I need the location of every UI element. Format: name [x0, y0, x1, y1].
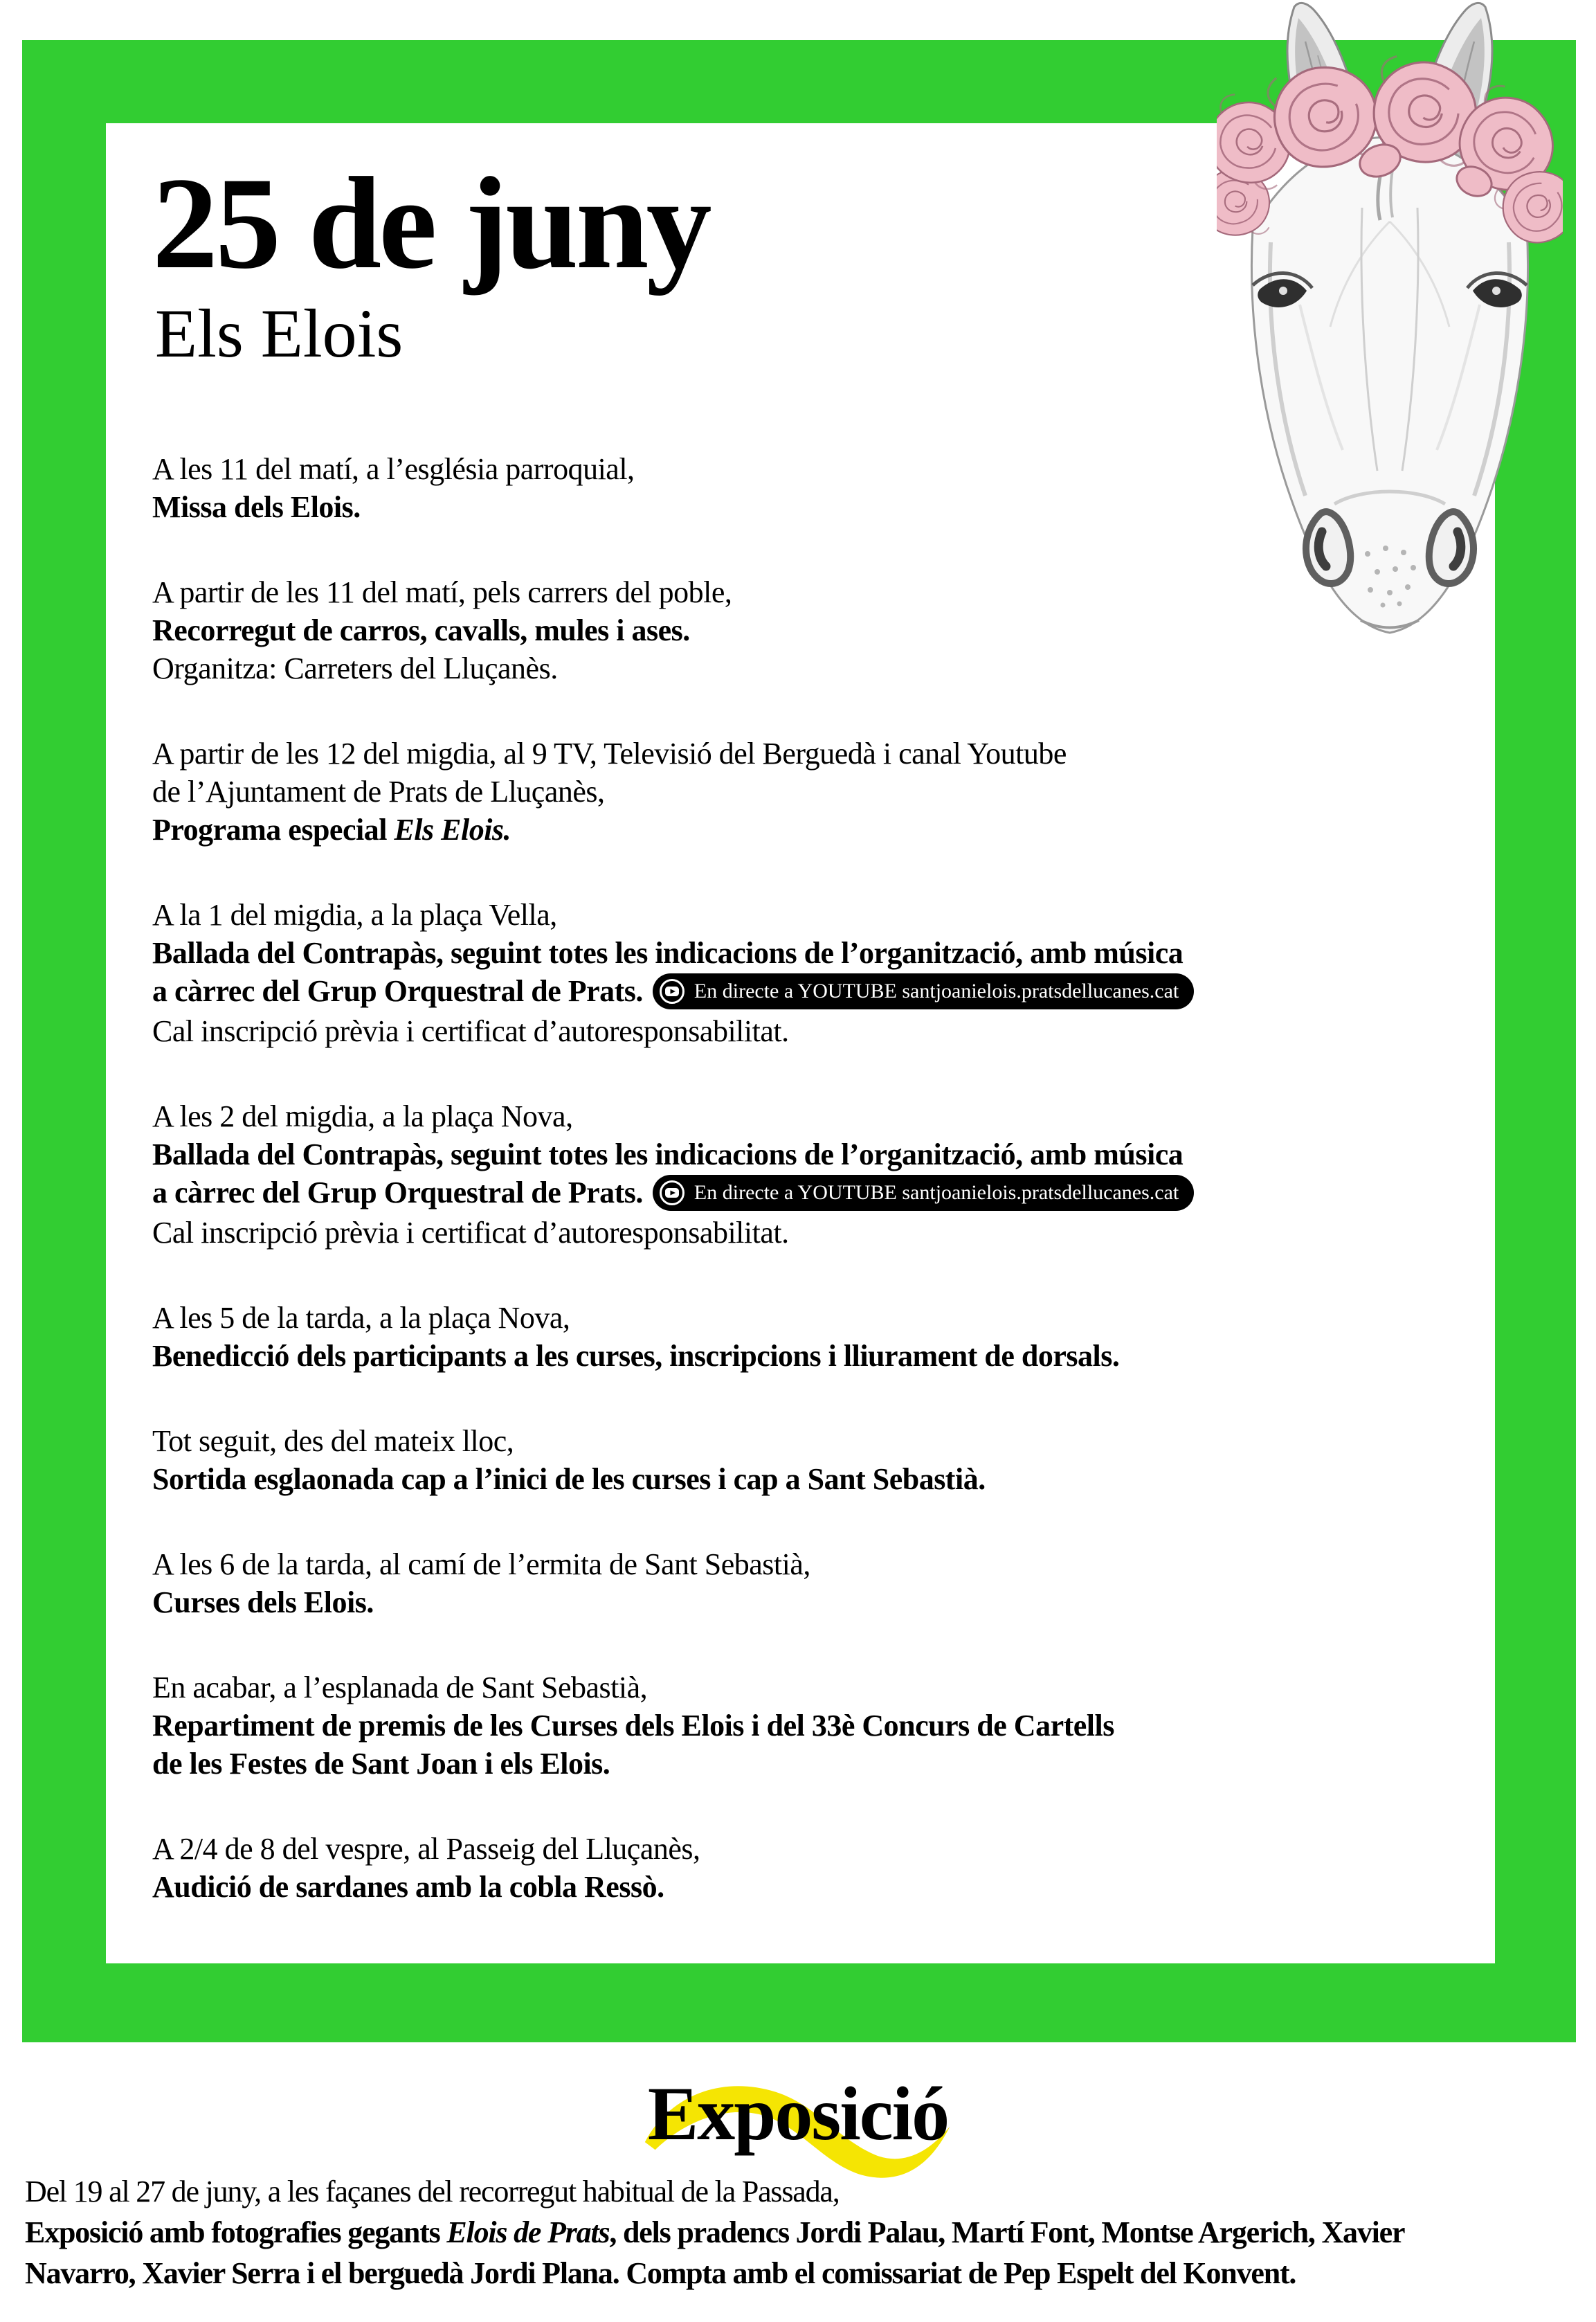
- text-line: [152, 811, 1467, 849]
- text-segment: Navarro, Xavier Serra i el berguedà Jordi Plana. Compta amb el comissariat de Pep Espelt del Konvent.: [25, 2256, 1296, 2290]
- schedule-item: [152, 1097, 1467, 1252]
- text-segment: Elois de Prats: [446, 2215, 610, 2249]
- text-line: [152, 1012, 1467, 1050]
- text-line: [152, 735, 1467, 773]
- schedule-item: [152, 896, 1467, 1050]
- text-segment: Cal inscripció prèvia i certificat d’autoresponsabilitat.: [152, 1014, 789, 1048]
- text-segment: A partir de les 11 del matí, pels carrers del poble,: [152, 575, 732, 609]
- schedule-item: [152, 735, 1467, 849]
- text-line: [152, 1337, 1467, 1375]
- schedule-item: [152, 1668, 1467, 1783]
- text-line: [152, 1460, 1467, 1498]
- text-line: [25, 2212, 1582, 2253]
- text-segment: Benedicció dels participants a les curses, inscripcions i lliurament de dorsals.: [152, 1338, 1120, 1373]
- text-line: [152, 1830, 1467, 1868]
- page-title: 25 de juny: [152, 151, 709, 296]
- text-line: [152, 1745, 1467, 1783]
- text-segment: de l’Ajuntament de Prats de Lluçanès,: [152, 775, 605, 809]
- text-segment: Del 19 al 27 de juny, a les façanes del recorregut habitual de la Passada,: [25, 2175, 840, 2208]
- schedule-item: [152, 1422, 1467, 1498]
- text-segment: a càrrec del Grup Orquestral de Prats.: [152, 1175, 643, 1209]
- text-segment: Sortida esglaonada cap a l’inici de les curses i cap a Sant Sebastià.: [152, 1461, 986, 1496]
- text-line: [152, 1173, 1467, 1214]
- text-line: [152, 934, 1467, 972]
- text-line: [152, 1545, 1467, 1583]
- youtube-play-icon: [658, 978, 686, 1005]
- text-segment: Els Elois.: [394, 813, 511, 847]
- youtube-badge-label: En directe a YOUTUBE santjoanielois.pratsdellucanes.cat: [693, 1181, 1179, 1205]
- text-line: [152, 1868, 1467, 1906]
- text-segment: Ballada del Contrapàs, seguint totes les indicacions de l’organització, amb música: [152, 1137, 1184, 1171]
- text-segment: , dels pradencs Jordi Palau, Martí Font, Montse Argerich, Xavier: [609, 2215, 1405, 2249]
- schedule-item: [152, 1830, 1467, 1906]
- text-line: [152, 1668, 1467, 1707]
- text-line: [152, 1135, 1467, 1173]
- text-line: [152, 972, 1467, 1012]
- exposicio-text: [25, 2171, 1582, 2294]
- schedule-item: [152, 1545, 1467, 1621]
- text-segment: Ballada del Contrapàs, seguint totes les indicacions de l’organització, amb música: [152, 936, 1184, 970]
- text-segment: Tot seguit, des del mateix lloc,: [152, 1423, 514, 1458]
- schedule-item: [152, 1299, 1467, 1375]
- text-segment: A la 1 del migdia, a la plaça Vella,: [152, 898, 557, 932]
- text-segment: Missa dels Elois.: [152, 490, 361, 524]
- youtube-play-icon: [658, 1179, 686, 1207]
- text-segment: A les 5 de la tarda, a la plaça Nova,: [152, 1300, 570, 1335]
- youtube-live-badge[interactable]: [653, 1175, 1194, 1211]
- text-line: [152, 896, 1467, 934]
- exposicio-section: [0, 2062, 1596, 2179]
- text-segment: En acabar, a l’esplanada de Sant Sebastià,: [152, 1670, 648, 1704]
- horse-head: [1251, 137, 1527, 633]
- text-segment: de les Festes de Sant Joan i els Elois.: [152, 1746, 610, 1781]
- text-line: [152, 1299, 1467, 1337]
- text-segment: Exposició amb fotografies gegants: [25, 2215, 447, 2249]
- text-line: [25, 2253, 1582, 2294]
- text-line: [152, 1214, 1467, 1252]
- youtube-badge-label: En directe a YOUTUBE santjoanielois.pratsdellucanes.cat: [693, 980, 1179, 1003]
- text-segment: Audició de sardanes amb la cobla Ressò.: [152, 1869, 664, 1904]
- text-segment: a càrrec del Grup Orquestral de Prats.: [152, 974, 643, 1008]
- youtube-live-badge[interactable]: [653, 973, 1194, 1009]
- text-segment: Programa especial: [152, 813, 395, 847]
- text-line: [152, 1707, 1467, 1745]
- text-segment: Cal inscripció prèvia i certificat d’autoresponsabilitat.: [152, 1215, 789, 1250]
- text-segment: A les 6 de la tarda, al camí de l’ermita de Sant Sebastià,: [152, 1547, 810, 1581]
- text-segment: Recorregut de carros, cavalls, mules i ases.: [152, 613, 690, 647]
- text-line: [152, 1422, 1467, 1460]
- text-segment: A les 2 del migdia, a la plaça Nova,: [152, 1099, 573, 1133]
- text-segment: Curses dels Elois.: [152, 1585, 374, 1619]
- horse-with-rose-crown-illustration: [1217, 0, 1563, 637]
- text-line: [152, 1583, 1467, 1621]
- text-line: [152, 773, 1467, 811]
- text-line: [152, 1097, 1467, 1135]
- schedule-list: [152, 450, 1467, 1906]
- exposicio-heading: Exposició: [647, 2071, 949, 2156]
- text-segment: Repartiment de premis de les Curses dels Elois i del 33è Concurs de Cartells: [152, 1708, 1114, 1743]
- text-segment: A les 11 del matí, a l’església parroquial,: [152, 452, 635, 486]
- text-line: [25, 2171, 1582, 2212]
- page-subtitle: Els Elois: [155, 295, 403, 372]
- text-segment: A 2/4 de 8 del vespre, al Passeig del Lluçanès,: [152, 1831, 700, 1866]
- text-segment: A partir de les 12 del migdia, al 9 TV, Televisió del Berguedà i canal Youtube: [152, 737, 1067, 771]
- text-line: [152, 649, 1467, 687]
- text-segment: Organitza: Carreters del Lluçanès.: [152, 651, 558, 685]
